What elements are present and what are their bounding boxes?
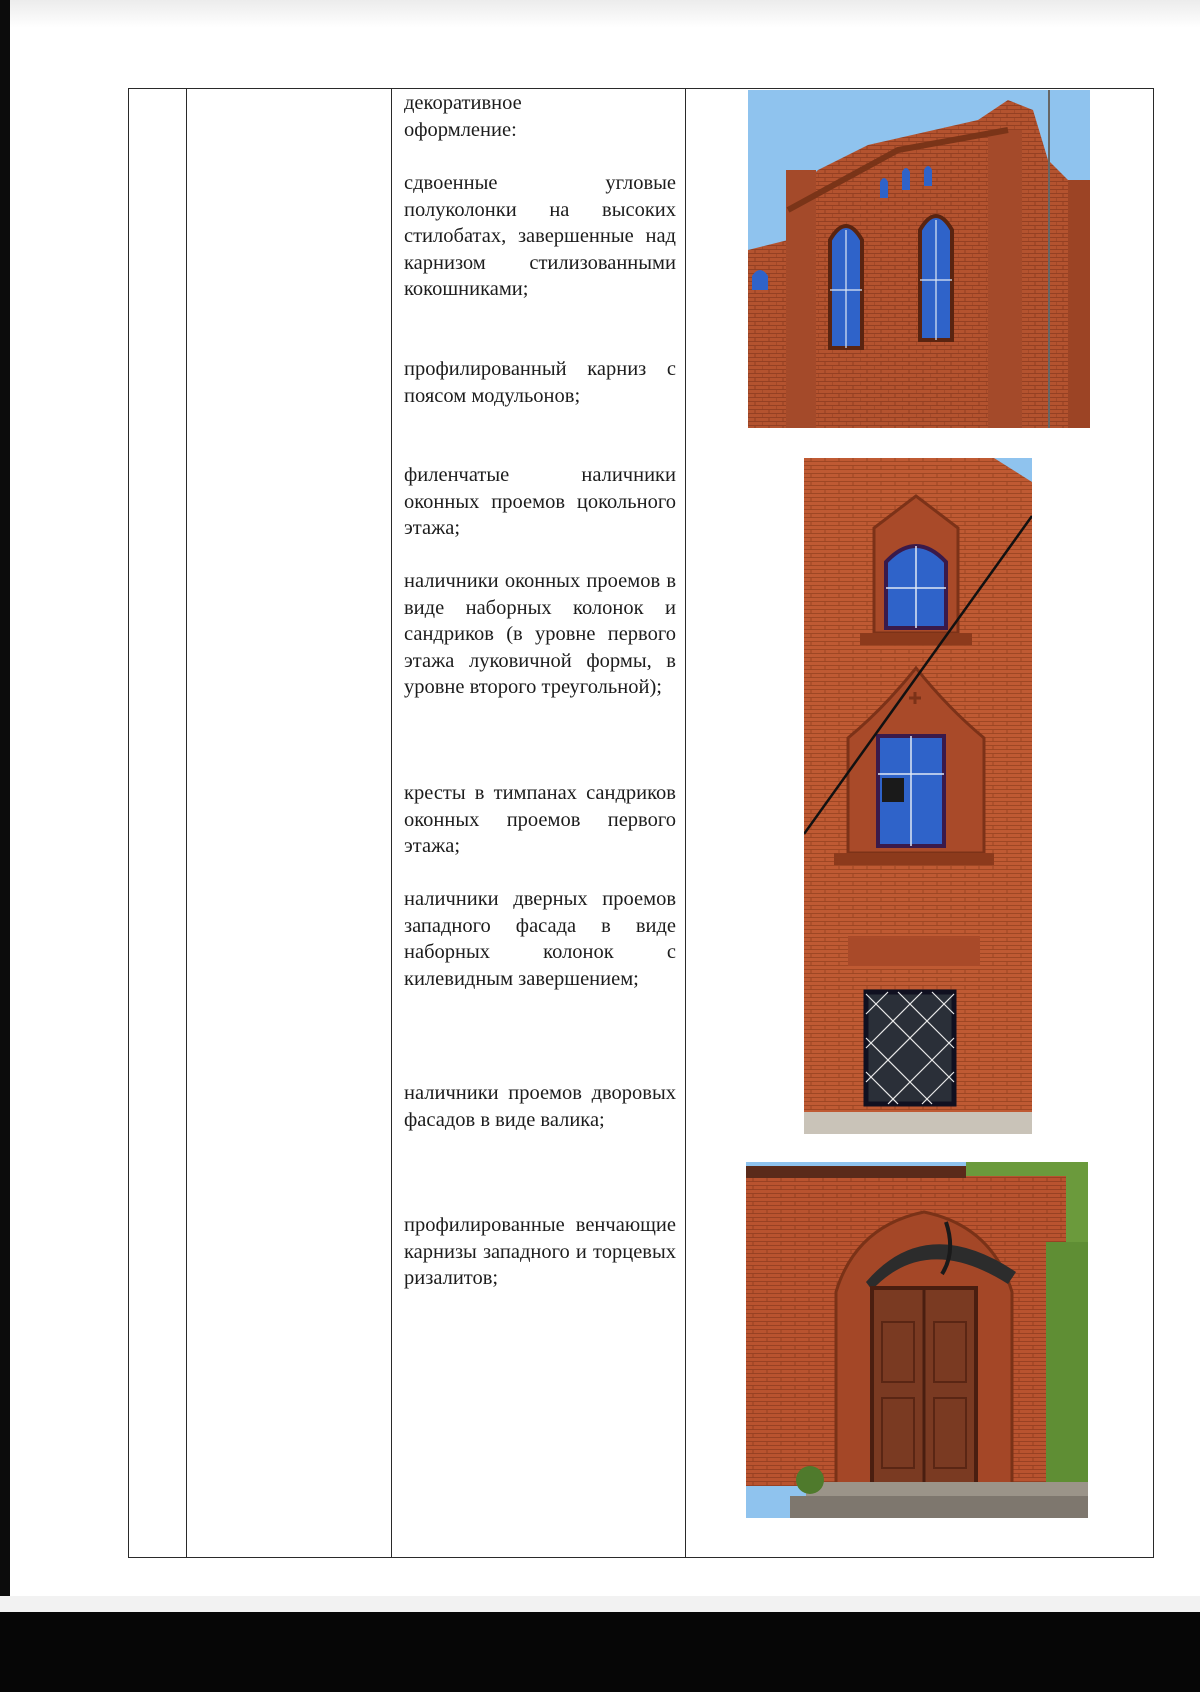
west-door-photo — [746, 1162, 1088, 1518]
brick-entrance-icon — [746, 1162, 1088, 1518]
paragraph-3: профилированный карниз с поясом модульонов; — [404, 358, 676, 407]
paragraph-5: наличники оконных проемов в виде наборных колонок и сандриков (в уровне первого этажа луковичной формы, в уровне второго треугольной); — [404, 570, 676, 698]
scan-top-shade — [10, 0, 1200, 28]
window-surrounds-photo — [804, 458, 1032, 1134]
column-divider-3 — [685, 89, 686, 1557]
paragraph-7: наличники дверных проемов западного фасада в виде наборных колонок с килевидным завершением; — [404, 888, 676, 990]
brick-windows-icon — [804, 458, 1032, 1134]
column-divider-2 — [391, 89, 392, 1557]
scan-bottom-band — [0, 1612, 1200, 1692]
paragraph-4: филенчатые наличники оконных проемов цокольного этажа; — [404, 464, 676, 539]
paragraph-2: сдвоенные угловые полуколонки на высоких стилобатах, завершенные над карнизом стилизованными кокошниками; — [404, 172, 676, 300]
paragraph-9: профилированные венчающие карнизы западного и торцевых ризалитов; — [404, 1214, 676, 1289]
facade-gable-photo — [748, 90, 1090, 428]
scan-bottom-gap — [0, 1596, 1200, 1612]
paragraph-6: кресты в тимпанах сандриков оконных проемов первого этажа; — [404, 782, 676, 857]
paragraph-8: наличники проемов дворовых фасадов в виде валика; — [404, 1082, 676, 1131]
brick-gable-icon — [748, 90, 1090, 428]
paragraph-1: декоративное оформление: — [404, 92, 522, 141]
column-divider-1 — [186, 89, 187, 1557]
scan-left-edge — [0, 0, 10, 1692]
